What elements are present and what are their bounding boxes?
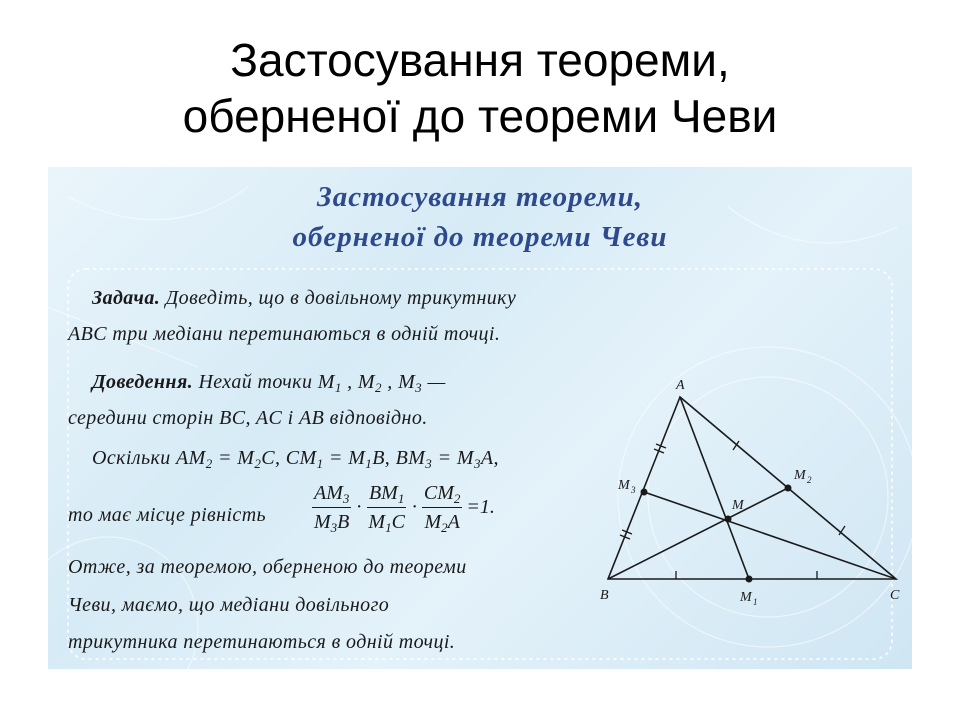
since-text: A, — [480, 447, 499, 469]
since-line — [92, 445, 499, 471]
fraction-1-numerator — [312, 481, 351, 508]
proof-text: , M — [341, 371, 375, 393]
label-c: C — [890, 588, 900, 603]
triangle-abc — [608, 397, 896, 579]
fraction-3 — [422, 481, 463, 534]
formula-text: BM — [368, 482, 398, 504]
label-a: A — [676, 378, 685, 393]
fraction-3-denominator — [422, 508, 461, 534]
formula-sub: 1 — [397, 491, 405, 506]
fraction-2-denominator — [366, 508, 407, 534]
multiply-dot: · — [356, 496, 362, 518]
ceva-formula — [310, 481, 495, 534]
proof-line-1 — [92, 369, 446, 395]
label-m1: M — [740, 590, 752, 605]
proof-text: Нехай точки M — [193, 371, 335, 393]
label-m3-sub: 3 — [631, 485, 636, 495]
label-m2: M — [794, 468, 806, 483]
since-sub: 2 — [205, 456, 213, 471]
formula-text: AM — [314, 482, 343, 504]
proof-sub: 2 — [374, 380, 382, 395]
fraction-1 — [312, 481, 351, 534]
since-sub: 2 — [254, 456, 262, 471]
conclusion-line-1: Отже, за теоремою, оберненою до теореми — [68, 556, 467, 578]
textbook-panel — [48, 167, 912, 669]
label-m: M — [732, 498, 744, 513]
task-text-1: Доведіть, що в довільному трикутнику — [160, 287, 517, 309]
conclusion-line-3: трикутника перетинаються в одній точці. — [68, 631, 456, 653]
formula-text: CM — [423, 482, 454, 504]
fraction-3-numerator — [422, 481, 463, 508]
since-text: C, CM — [261, 447, 317, 469]
slide-title-line-1: Застосування теореми, — [230, 34, 730, 86]
proof-line-2: середини сторін BC, AC і AB відповідно. — [68, 407, 428, 429]
since-sub: 3 — [473, 456, 481, 471]
proof-sub: 1 — [334, 380, 342, 395]
fraction-2 — [366, 481, 407, 534]
multiply-dot: · — [411, 496, 417, 518]
formula-sub: 3 — [330, 520, 338, 535]
proof-label: Доведення. — [92, 371, 194, 393]
proof-text: , M — [381, 371, 416, 393]
formula-sub: 3 — [342, 491, 350, 506]
since-sub: 1 — [316, 456, 324, 471]
conclusion-line-2: Чеви, маємо, що медіани довільного — [68, 594, 390, 616]
panel-heading-line-2: оберненої до теореми Чеви — [292, 221, 668, 253]
since-text: = M — [323, 447, 366, 469]
point-m2 — [785, 485, 792, 492]
formula-text: M — [368, 511, 386, 533]
point-m3 — [641, 489, 648, 496]
proof-text: — — [422, 371, 446, 393]
label-b: B — [600, 588, 609, 603]
label-m2-sub: 2 — [807, 475, 812, 485]
task-line-2: ABC три медіани перетинаються в одній точці. — [68, 323, 501, 345]
median-c-m3 — [644, 492, 896, 579]
task-line-1 — [92, 285, 516, 311]
since-text: Оскільки AM — [92, 447, 206, 469]
formula-sub: 2 — [453, 491, 461, 506]
slide-title — [0, 32, 960, 144]
formula-text: C — [391, 511, 405, 533]
panel-heading-line-1: Застосування теореми, — [316, 181, 644, 213]
task-label: Задача. — [92, 287, 161, 309]
label-m1-sub: 1 — [753, 597, 758, 607]
median-b-m2 — [608, 488, 788, 579]
equality-intro: то має місце рівність — [68, 504, 267, 526]
slide-title-line-2: оберненої до теореми Чеви — [182, 90, 778, 142]
point-m-centroid — [725, 516, 732, 523]
median-a-m1 — [680, 397, 749, 579]
since-sub: 1 — [365, 456, 373, 471]
formula-text: M — [424, 511, 442, 533]
panel-heading — [48, 177, 912, 257]
formula-sub: 1 — [385, 520, 392, 535]
triangle-figure — [596, 363, 912, 623]
since-text: = M — [212, 447, 255, 469]
since-text: = M — [432, 447, 474, 469]
label-m3: M — [618, 478, 630, 493]
formula-text: A — [447, 511, 460, 533]
formula-text: M — [314, 511, 331, 533]
since-text: B, BM — [372, 447, 426, 469]
fraction-2-numerator — [367, 481, 406, 508]
point-m1 — [746, 576, 753, 583]
since-sub: 3 — [425, 456, 433, 471]
formula-sub: 2 — [441, 520, 448, 535]
formula-text: B — [337, 511, 350, 533]
fraction-1-denominator — [312, 508, 351, 534]
proof-sub: 3 — [415, 380, 423, 395]
formula-result: =1. — [466, 496, 495, 518]
